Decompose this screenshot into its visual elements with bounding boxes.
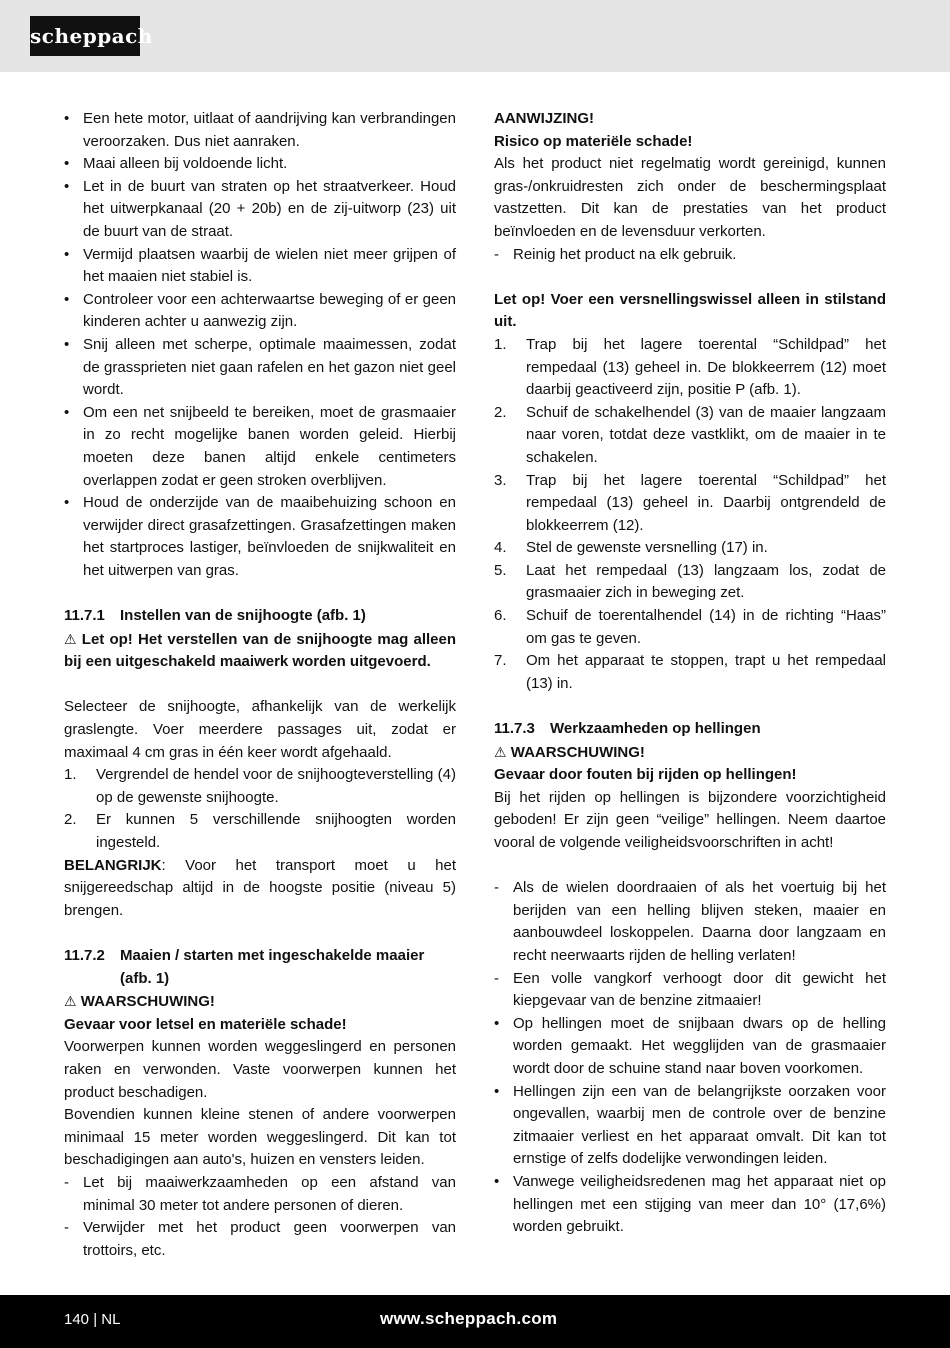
- list-item: - Een volle vangkorf verhoogt door dit gewicht het kiepgevaar van de benzine zitmaaier!: [494, 969, 886, 1010]
- caution-note: ⚠ Let op! Het verstellen van de snijhoogte mag alleen bij een uitgeschakeld maaiwerk worden uitgevoerd.: [64, 628, 456, 674]
- body-paragraph: Bij het rijden op hellingen is bijzondere voorzichtigheid geboden! Er zijn geen “veilige” hellingen. Neem daartoe vooral de volgende veiligheidsvoorschriften in acht!: [494, 788, 886, 851]
- list-item: • Vermijd plaatsen waarbij de wielen niet meer grijpen of het maaien niet stabiel is.: [64, 245, 456, 286]
- body-paragraph: Bovendien kunnen kleine stenen of andere voorwerpen minimaal 15 meter worden weggeslingerd. Dit kan tot beschadigingen aan auto's, huizen en vensters leiden.: [64, 1106, 456, 1169]
- left-column: [64, 108, 456, 1262]
- list-item: 2. Er kunnen 5 verschillende snijhoogten worden ingesteld.: [64, 811, 456, 851]
- warning-triangle-icon: ⚠: [64, 993, 77, 1010]
- list-item: 3. Trap bij het lagere toerental “Schildpad” het rempedaal (13) geheel in. Daarbij ontgrendeld de blokkeerrem (12).: [494, 471, 886, 534]
- list-item: - Verwijder met het product geen voorwerpen van trottoirs, etc.: [64, 1219, 456, 1259]
- list-item: - Let bij maaiwerkzaamheden op een afstand van minimal 30 meter tot andere personen of dieren.: [64, 1173, 456, 1214]
- website-url: www.scheppach.com: [380, 1309, 558, 1328]
- scheppach-logo: scheppach: [30, 16, 140, 56]
- note-risk: Risico op materiële schade!: [494, 132, 693, 150]
- list-item: • Om een net snijbeeld te bereiken, moet de grasmaaier in zo recht mogelijke banen worden geleid. Hierbij moeten deze banen altijd enkele centimeters overlappen zodat er geen stroken overblijven.: [64, 403, 456, 489]
- dash-list: [494, 244, 886, 267]
- slope-safety-list: [494, 877, 886, 1239]
- list-item: • Controleer voor een achterwaartse beweging of er geen kinderen achter u aanwezig zijn.: [64, 290, 456, 331]
- right-column: [494, 108, 886, 1239]
- warning-triangle-icon: ⚠: [494, 743, 507, 760]
- list-item: 2. Schuif de schakelhendel (3) van de maaier langzaam naar voren, totdat deze vastklikt, om de maaier in te schakelen.: [494, 403, 886, 466]
- list-item: • Een hete motor, uitlaat of aandrijving kan verbrandingen veroorzaken. Dus niet aanraken.: [64, 110, 456, 150]
- list-item: - Reinig het product na elk gebruik.: [494, 245, 737, 263]
- list-item: 6. Schuif de toerentalhendel (14) in de richting “Haas” om gas te geven.: [494, 607, 886, 647]
- page-number: 140 | NL: [64, 1311, 121, 1328]
- list-item: • Vanwege veiligheidsredenen mag het apparaat niet op hellingen met een stijging van meer dan 10° (17,6%) worden gebruikt.: [494, 1172, 886, 1236]
- warning-label: ⚠ WAARSCHUWING!: [494, 741, 886, 765]
- cutting-height-steps: [64, 764, 456, 854]
- body-paragraph: Als het product niet regelmatig wordt gereinigd, kunnen gras-/onkruidresten zich onder de beschermingsplaat vastzetten. Dit kan de prestaties van het product beïnvloeden en de levensduur verkorten.: [494, 155, 886, 240]
- footer-bar: [0, 1295, 950, 1348]
- gear-change-warning: Let op! Voer een versnellingswissel alleen in stilstand uit.: [494, 290, 886, 331]
- list-item: 4. Stel de gewenste versnelling (17) in.: [494, 539, 768, 557]
- important-note: BELANGRIJK: Voor het transport moet u het snijgereedschap altijd in de hoogste positie (niveau 5) brengen.: [64, 856, 456, 919]
- list-item: - Als de wielen doordraaien of als het voertuig bij het berijden van een helling blijven steken, maaier en aanbouwdeel loskoppelen. Daarna door langzaam en recht neerwaarts rijden de helling verlaten!: [494, 879, 886, 964]
- list-item: 5. Laat het rempedaal (13) langzaam los, zodat de grasmaaier zich in beweging zet.: [494, 561, 886, 602]
- body-paragraph: Selecteer de snijhoogte, afhankelijk van de werkelijk graslengte. Voer meerdere passages uit, zodat er maximaal 4 cm gras in één keer wordt afgehaald.: [64, 698, 456, 761]
- danger-line: Gevaar voor letsel en materiële schade!: [64, 1015, 347, 1033]
- danger-line: Gevaar door fouten bij rijden op hellingen!: [494, 766, 797, 784]
- section-heading-11-7-3: 11.7.3 Werkzaamheden op hellingen: [494, 720, 761, 738]
- body-paragraph: Voorwerpen kunnen worden weggeslingerd en personen raken en verwonden. Vaste voorwerpen kunnen het product beschadigen.: [64, 1038, 456, 1101]
- list-item: • Op hellingen moet de snijbaan dwars op de helling worden gemaakt. Het wegglijden van de grasmaaier wordt door de schuine stand naar boven voorkomen.: [494, 1014, 886, 1077]
- gear-steps: [494, 334, 886, 696]
- warning-triangle-icon: ⚠: [64, 630, 77, 647]
- warning-label: ⚠ WAARSCHUWING!: [64, 990, 456, 1014]
- list-item: • Let in de buurt van straten op het straatverkeer. Houd het uitwerpkanaal (20 + 20b) en de zij-uitworp (23) uit de buurt van de straat.: [64, 177, 456, 240]
- list-item: • Snij alleen met scherpe, optimale maaimessen, zodat de grassprieten niet gaan rafelen en het gazon niet geel wordt.: [64, 335, 456, 399]
- list-item: 1. Trap bij het lagere toerental “Schildpad” het rempedaal (13) geheel in. De blokkeerrem (12) moet daarbij geactiveerd zijn, positie P (afb. 1).: [494, 335, 886, 399]
- section-heading-11-7-2: 11.7.2 Maaien / starten met ingeschakelde maaier (afb. 1): [64, 946, 425, 987]
- list-item: 7. Om het apparaat te stoppen, trapt u het rempedaal (13) in.: [494, 652, 886, 692]
- list-item: • Maai alleen bij voldoende licht.: [64, 155, 288, 173]
- list-item: • Houd de onderzijde van de maaibehuizing schoon en verwijder direct grasafzettingen. Grasafzettingen maken het startproces lastiger, beïnvloeden de snijkwaliteit en het uitwerpen van gras.: [64, 494, 456, 579]
- header-bar: [0, 0, 950, 72]
- list-item: • Hellingen zijn een van de belangrijkste oorzaken voor ongevallen, waarbij men de controle over de benzine zitmaaier verliest en het apparaat omvalt. Dit kan tot ernstige of zelfs dodelijke verwondingen leiden.: [494, 1082, 886, 1168]
- list-item: 1. Vergrendel de hendel voor de snijhoogteverstelling (4) op de gewenste snijhoogte.: [64, 766, 456, 806]
- note-label: AANWIJZING!: [494, 110, 594, 127]
- section-heading-11-7-1: 11.7.1 Instellen van de snijhoogte (afb. 1): [64, 607, 366, 625]
- dash-list: [64, 1172, 456, 1262]
- safety-bullet-list: [64, 108, 456, 582]
